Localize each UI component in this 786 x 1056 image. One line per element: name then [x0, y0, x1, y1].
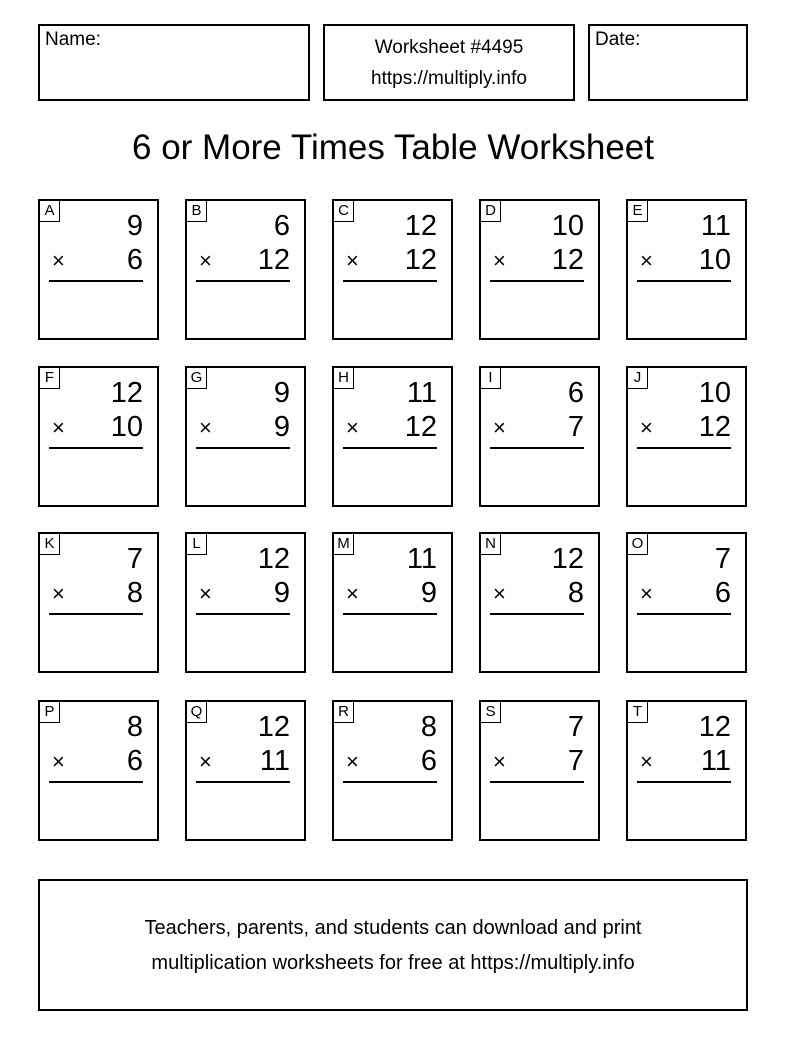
problem-letter: H — [334, 368, 354, 389]
answer-line — [196, 613, 290, 615]
answer-line — [343, 280, 437, 282]
times-sign: × — [640, 248, 653, 273]
multiplicand: 12 — [257, 543, 290, 575]
problem-letter: Q — [187, 702, 207, 723]
answer-line — [490, 613, 584, 615]
times-sign: × — [199, 415, 212, 440]
problem-letter: S — [481, 702, 501, 723]
times-sign: × — [640, 581, 653, 606]
multiplier: 12 — [698, 411, 731, 443]
multiplier: 10 — [698, 244, 731, 276]
multiplier: 11 — [700, 745, 731, 777]
answer-line — [49, 613, 143, 615]
multiplier: 7 — [567, 411, 584, 443]
problem-letter: J — [628, 368, 648, 389]
answer-line — [637, 781, 731, 783]
multiplicand: 10 — [698, 377, 731, 409]
multiplier: 11 — [259, 745, 290, 777]
problem-card — [185, 532, 306, 673]
problem-card — [38, 199, 159, 340]
answer-line — [343, 447, 437, 449]
times-sign: × — [493, 749, 506, 774]
answer-line — [343, 781, 437, 783]
problem-card — [626, 199, 747, 340]
times-sign: × — [640, 415, 653, 440]
problem-letter: L — [187, 534, 207, 555]
problem-letter: B — [187, 201, 207, 222]
multiplier: 7 — [567, 745, 584, 777]
name-label: Name: — [45, 29, 101, 50]
problem-letter: I — [481, 368, 501, 389]
footer-box — [38, 879, 748, 1011]
problem-letter: G — [187, 368, 207, 389]
problem-card — [185, 700, 306, 841]
multiplicand: 7 — [567, 711, 584, 743]
multiplier: 9 — [273, 411, 290, 443]
problem-letter: K — [40, 534, 60, 555]
times-sign: × — [493, 248, 506, 273]
problem-card — [38, 700, 159, 841]
worksheet-number: Worksheet #4495 — [374, 37, 524, 58]
times-sign: × — [52, 415, 65, 440]
multiplicand: 6 — [273, 210, 290, 242]
multiplier: 12 — [257, 244, 290, 276]
problem-letter: F — [40, 368, 60, 389]
times-sign: × — [346, 749, 359, 774]
times-sign: × — [346, 415, 359, 440]
times-sign: × — [493, 581, 506, 606]
answer-line — [490, 447, 584, 449]
times-sign: × — [52, 749, 65, 774]
problem-letter: R — [334, 702, 354, 723]
problem-letter: C — [334, 201, 354, 222]
multiplier: 9 — [420, 577, 437, 609]
answer-line — [637, 280, 731, 282]
problem-card — [332, 199, 453, 340]
problem-card — [479, 366, 600, 507]
problem-card — [626, 532, 747, 673]
multiplicand: 6 — [567, 377, 584, 409]
answer-line — [196, 280, 290, 282]
times-sign: × — [52, 581, 65, 606]
multiplier: 8 — [567, 577, 584, 609]
problem-card — [38, 366, 159, 507]
multiplier: 8 — [126, 577, 143, 609]
problem-card — [332, 532, 453, 673]
multiplicand: 11 — [406, 543, 437, 575]
problem-letter: N — [481, 534, 501, 555]
multiplicand: 10 — [551, 210, 584, 242]
multiplicand: 12 — [551, 543, 584, 575]
multiplicand: 12 — [110, 377, 143, 409]
multiplier: 12 — [404, 411, 437, 443]
multiplicand: 7 — [714, 543, 731, 575]
multiplicand: 8 — [420, 711, 437, 743]
answer-line — [637, 613, 731, 615]
problem-card — [332, 366, 453, 507]
page-title: 6 or More Times Table Worksheet — [132, 128, 654, 167]
answer-line — [49, 447, 143, 449]
multiplier: 6 — [126, 745, 143, 777]
problem-letter: P — [40, 702, 60, 723]
problem-card — [626, 366, 747, 507]
problem-letter: T — [628, 702, 648, 723]
problem-card — [332, 700, 453, 841]
worksheet-url: https://multiply.info — [371, 68, 527, 89]
problem-letter: A — [40, 201, 60, 222]
multiplicand: 8 — [126, 711, 143, 743]
multiplier: 9 — [273, 577, 290, 609]
answer-line — [343, 613, 437, 615]
times-sign: × — [52, 248, 65, 273]
multiplier: 10 — [110, 411, 143, 443]
multiplicand: 9 — [126, 210, 143, 242]
answer-line — [490, 781, 584, 783]
answer-line — [196, 447, 290, 449]
problem-card — [38, 532, 159, 673]
multiplicand: 12 — [698, 711, 731, 743]
answer-line — [490, 280, 584, 282]
multiplicand: 9 — [273, 377, 290, 409]
multiplicand: 7 — [126, 543, 143, 575]
problem-card — [479, 199, 600, 340]
problem-card — [185, 366, 306, 507]
footer-line-2: multiplication worksheets for free at https://multiply.info — [151, 952, 635, 974]
multiplier: 12 — [404, 244, 437, 276]
problem-letter: E — [628, 201, 648, 222]
times-sign: × — [199, 248, 212, 273]
times-sign: × — [346, 248, 359, 273]
times-sign: × — [640, 749, 653, 774]
multiplicand: 11 — [700, 210, 731, 242]
multiplicand: 12 — [257, 711, 290, 743]
multiplier: 6 — [714, 577, 731, 609]
footer-line-1: Teachers, parents, and students can download and print — [144, 917, 642, 939]
name-box — [38, 24, 310, 101]
multiplier: 6 — [126, 244, 143, 276]
problem-card — [479, 700, 600, 841]
times-sign: × — [493, 415, 506, 440]
answer-line — [637, 447, 731, 449]
multiplier: 12 — [551, 244, 584, 276]
answer-line — [49, 280, 143, 282]
problem-letter: O — [628, 534, 648, 555]
multiplier: 6 — [420, 745, 437, 777]
problem-letter: D — [481, 201, 501, 222]
times-sign: × — [346, 581, 359, 606]
answer-line — [196, 781, 290, 783]
problem-card — [479, 532, 600, 673]
problem-card — [626, 700, 747, 841]
multiplicand: 11 — [406, 377, 437, 409]
date-box — [588, 24, 748, 101]
problem-letter: M — [334, 534, 354, 555]
worksheet-id-box — [323, 24, 575, 101]
multiplicand: 12 — [404, 210, 437, 242]
date-label: Date: — [595, 29, 641, 50]
problem-card — [185, 199, 306, 340]
times-sign: × — [199, 749, 212, 774]
times-sign: × — [199, 581, 212, 606]
answer-line — [49, 781, 143, 783]
